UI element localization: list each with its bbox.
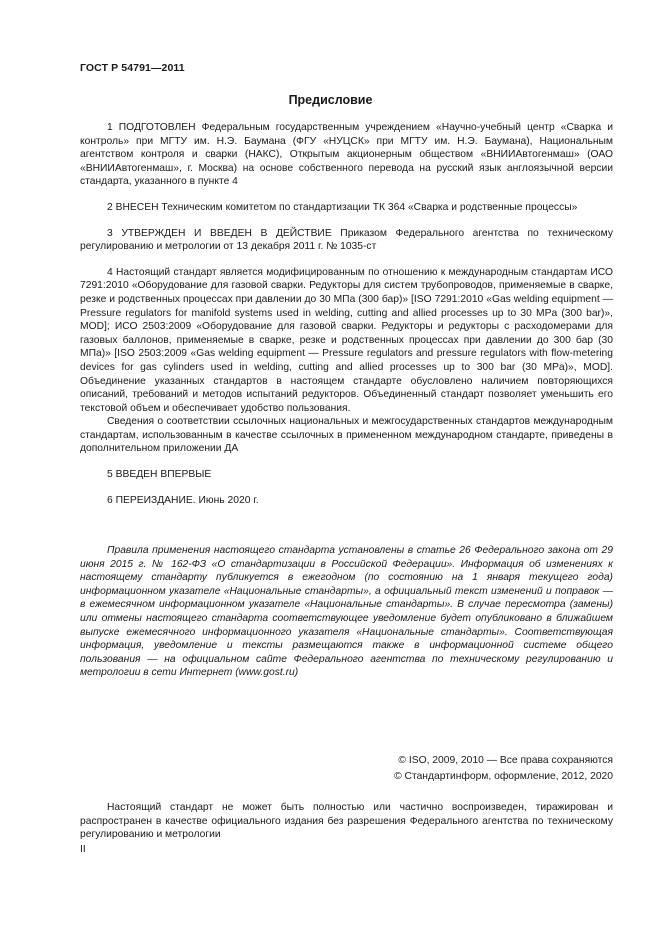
foreword-body [80, 121, 613, 507]
foreword-item-4: 4 Настоящий стандарт является модифицированным по отношению к международным стандартам ИСО 7291:2010 «Оборудование для газовой сварки. Редукторы для систем трубопроводов, применяемые в сварке, резке и родственных процессах при давлении до 30 МПа (300 бар)» [ISO 7291:2010 «Gas welding equipment — Pressure regulators for manifold systems used in welding, cutting and allied processes up to 30 MPa (300 bar)», MOD]; ИСО 2503:2009 «Оборудование для газовой сварки. Редукторы и редукторы с расходомерами для газовых баллонов, применяемые в сварке, резке и родственных процессах при давлении до 300 бар (30 МПа)» [ISO 2503:2009 «Gas welding equipment — Pressure regulators and pressure regulators with flow-metering devices for gas cylinders used in welding, cutting and allied processes up to 300 bar (30 MPa)», MOD]. Объединение указанных стандартов в настоящем стандарте обусловлено наличием повторяющихся описаний, требований и методов испытаний редукторов. Объединенный стандарт позволяет уменьшить его текстовой объем и обеспечивает удобство пользования. [80, 266, 613, 414]
foreword-item-5: 5 ВВЕДЕН ВПЕРВЫЕ [107, 469, 212, 481]
foreword-item-2: 2 ВНЕСЕН Техническим комитетом по стандартизации ТК 364 «Сварка и родственные процессы» [107, 201, 578, 213]
application-rules-notice: Правила применения настоящего стандарта установлены в статье 26 Федерального закона от 29 июня 2015 г. № 162-ФЗ «О стандартизации в Российской Федерации». Информация об изменениях к настоящему стандарту публикуется в ежегодном (по состоянию на 1 января текущего года) информационном указателе «Национальные стандарты», а официальный текст изменений и поправок — в ежемесячном информационном указателе «Национальные стандарты». В случае пересмотра (замены) или отмены настоящего стандарта соответствующее уведомление будет опубликовано в ближайшем выпуске ежемесячного информационного указателя «Национальные стандарты». Соответствующая информация, уведомление и тексты размещаются также в информационной системе общего пользования — на официальном сайте Федерального агентства по техническому регулированию и метрологии в сети Интернет (www.gost.ru) [80, 545, 613, 679]
foreword-item-6: 6 ПЕРЕИЗДАНИЕ. Июнь 2020 г. [107, 494, 259, 506]
copyright-iso: © ISO, 2009, 2010 — Все права сохраняются [398, 755, 613, 766]
standard-code: ГОСТ Р 54791—2011 [80, 62, 185, 74]
foreword-item-1: 1 ПОДГОТОВЛЕН Федеральным государственным учреждением «Научно-учебный центр «Сварка и контроль» при МГТУ им. Н.Э. Баумана (ФГУ «НУЦСК» при МГТУ им. Н.Э. Баумана), Национальным агентством контроля и сварки (НАКС), Открытым акционерным обществом «ВНИИАвтогенмаш» (ОАО «ВНИИАвтогенмаш», г. Москва) на основе собственного перевода на русский язык англоязычной версии стандарта, указанного в пункте 4 [80, 122, 613, 188]
reproduction-notice: Настоящий стандарт не может быть полностью или частично воспроизведен, тиражирован и распространен в качестве официального издания без разрешения Федерального агентства по техническому регулированию и метрологии [80, 802, 613, 841]
page-title: Предисловие [288, 93, 373, 107]
copyright-standartinform: © Стандартинформ, оформление, 2012, 2020 [394, 771, 613, 782]
page-number: II [80, 844, 86, 855]
foreword-item-3: 3 УТВЕРЖДЕН И ВВЕДЕН В ДЕЙСТВИЕ Приказом Федерального агентства по техническому регулированию и метрологии от 13 декабря 2011 г. № 1035-ст [80, 227, 613, 253]
foreword-item-4-references: Сведения о соответствии ссылочных национальных и межгосударственных стандартов международным стандартам, использованным в качестве ссылочных в примененном международном стандарте, приведены в дополнительном приложении ДА [80, 416, 613, 455]
